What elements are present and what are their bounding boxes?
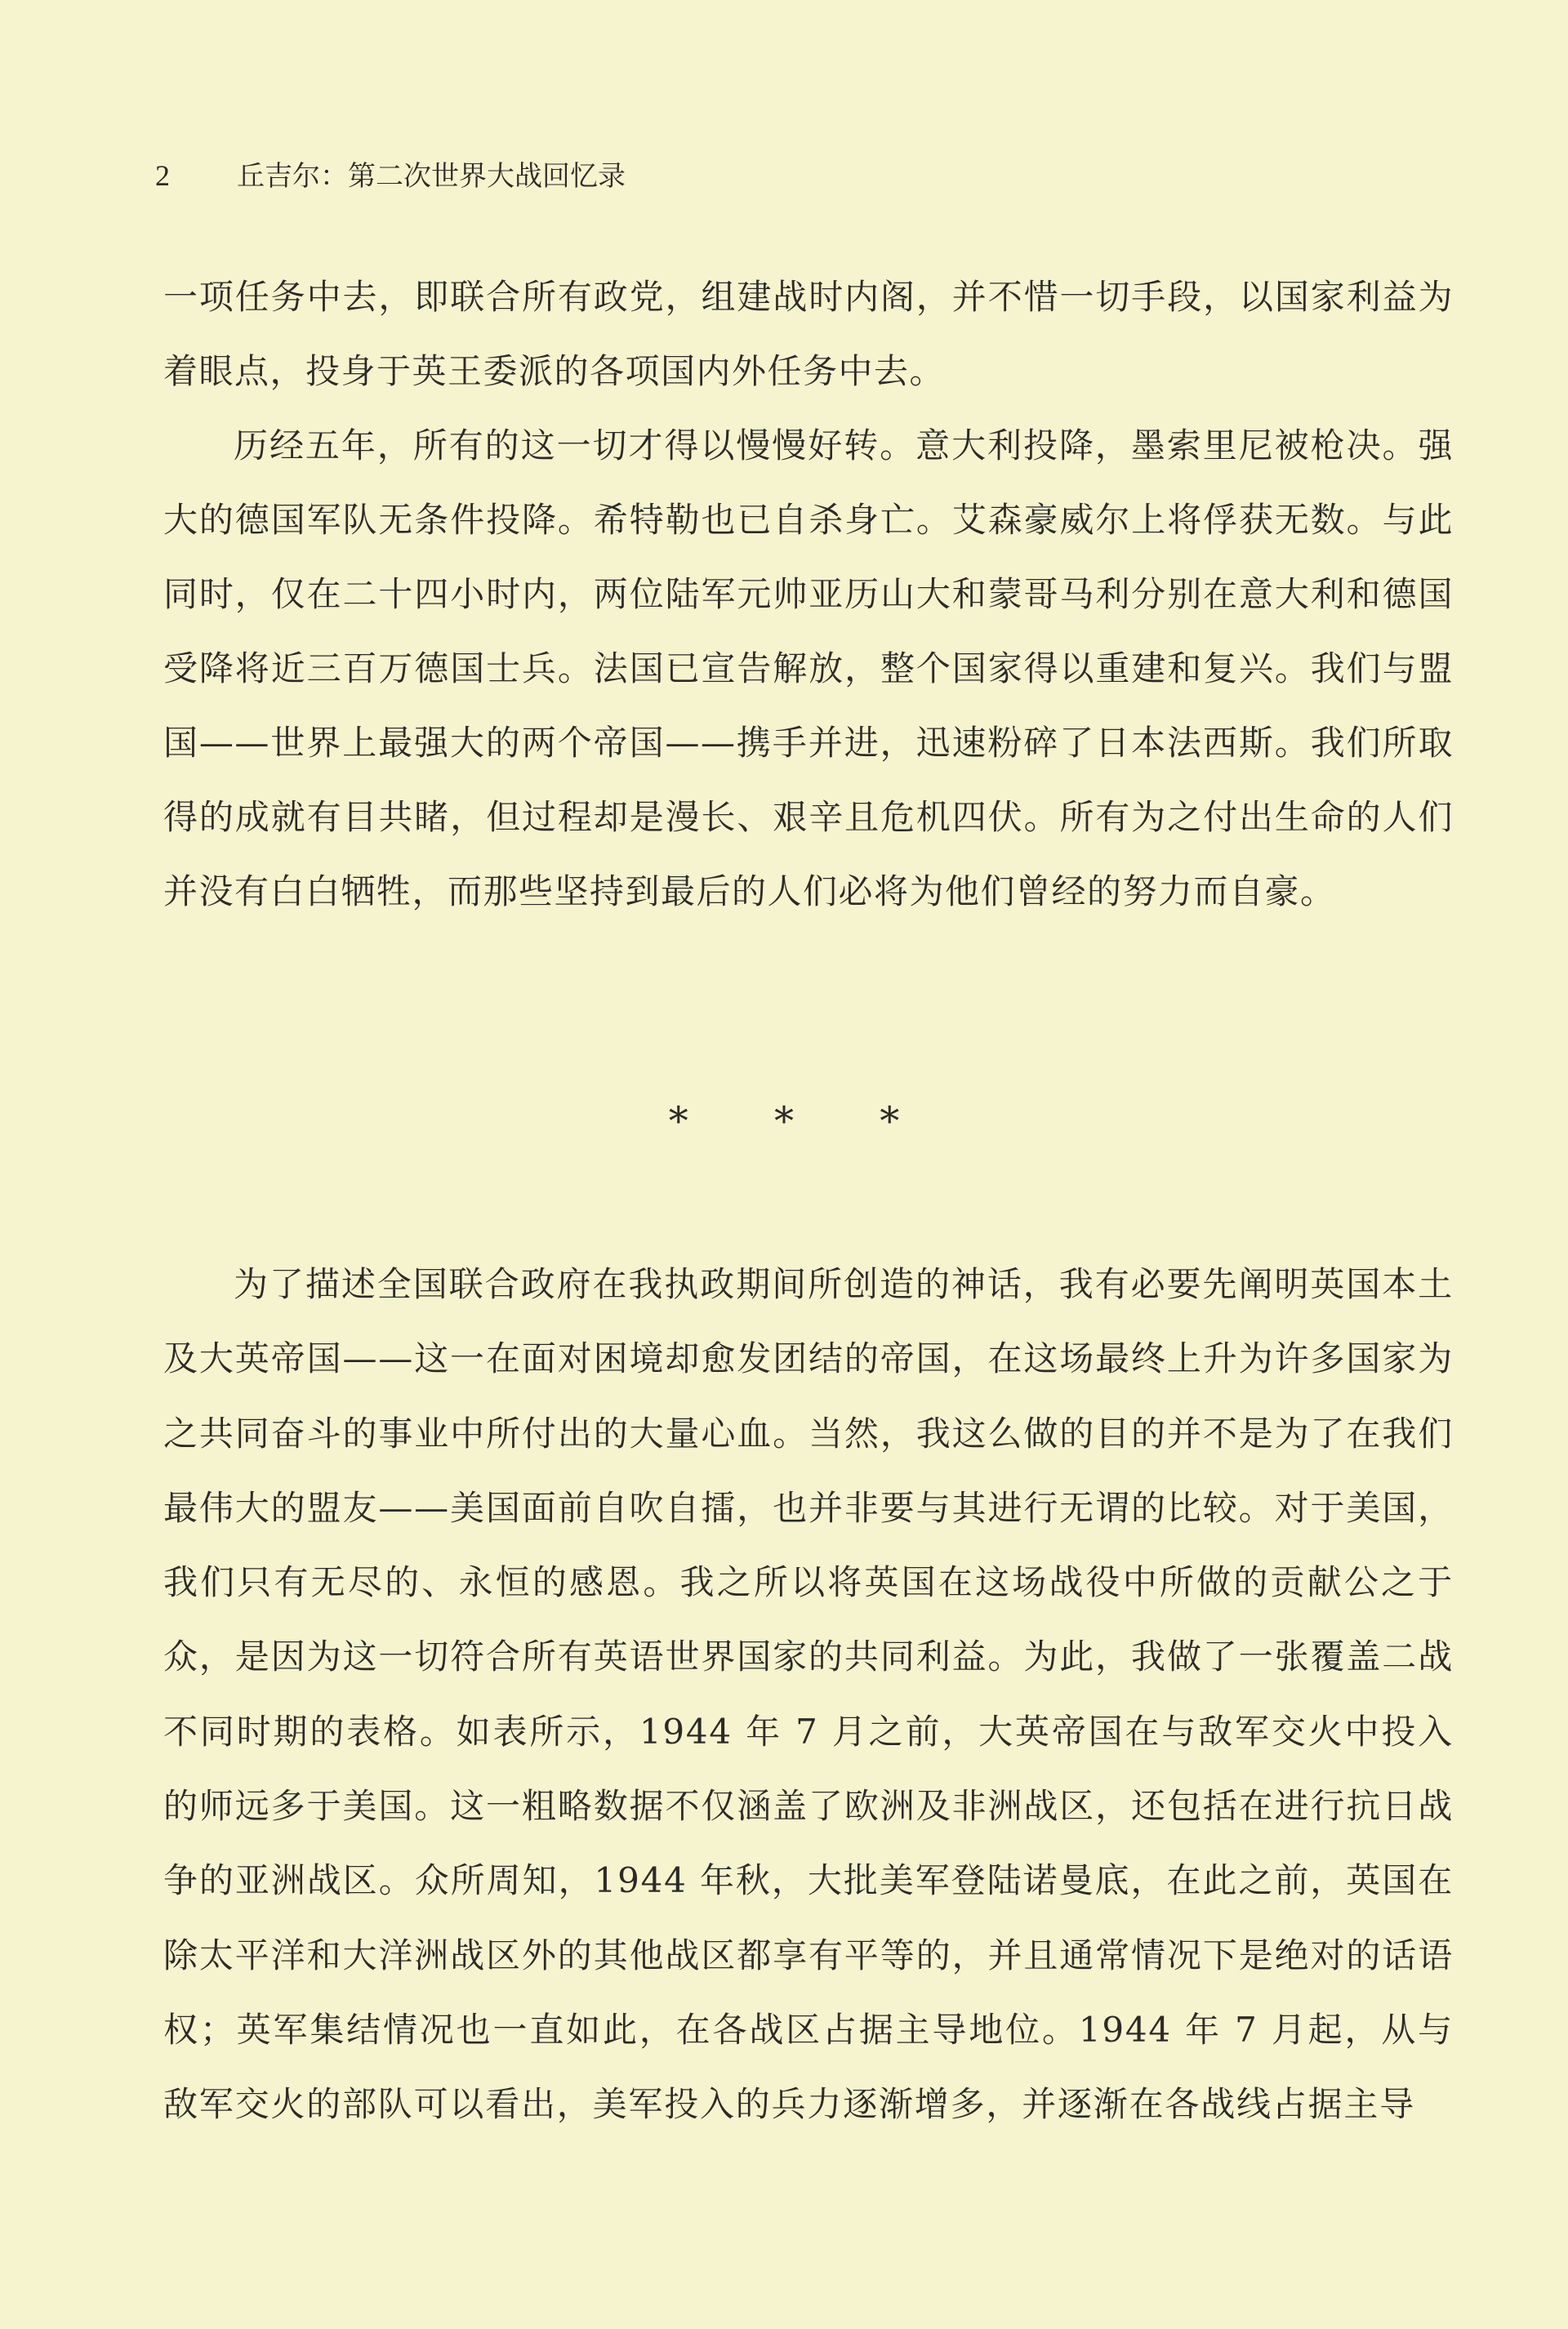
running-header bbox=[155, 151, 626, 200]
paragraph-continuation: 一项任务中去，即联合所有政党，组建战时内阁，并不惜一切手段，以国家利益为着眼点，投身于英王委派的各项国内外任务中去。 bbox=[163, 277, 1454, 391]
bottom-text-block bbox=[163, 1247, 1454, 2142]
section-separator: * * * bbox=[668, 1098, 900, 1144]
paragraph: 为了描述全国联合政府在我执政期间所创造的神话，我有必要先阐明英国本土及大英帝国——这一在面对困境却愈发团结的帝国，在这场最终上升为许多国家为之共同奋斗的事业中所付出的大量心血。当然，我这么做的目的并不是为了在我们最伟大的盟友——美国面前自吹自擂，也并非要与其进行无谓的比较。对于美国，我们只有无尽的、永恒的感恩。我之所以将英国在这场战役中所做的贡献公之于众，是因为这一切符合所有英语世界国家的共同利益。为此，我做了一张覆盖二战不同时期的表格。如表所示，1944 年 7 月之前，大英帝国在与敌军交火中投入的师远多于美国。这一粗略数据不仅涵盖了欧洲及非洲战区，还包括在进行抗日战争的亚洲战区。众所周知，1944 年秋，大批美军登陆诺曼底，在此之前，英国在除太平洋和大洋洲战区外的其他战区都享有平等的，并且通常情况下是绝对的话语权；英军集结情况也一直如此，在各战区占据主导地位。1944 年 7 月起，从与敌军交火的部队可以看出，美军投入的兵力逐渐增多，并逐渐在各战线占据主导 bbox=[163, 1264, 1454, 2125]
top-text-block bbox=[163, 260, 1454, 928]
book-title: 丘吉尔：第二次世界大战回忆录 bbox=[237, 160, 626, 193]
page-number: 2 bbox=[155, 159, 170, 192]
paragraph: 历经五年，所有的这一切才得以慢慢好转。意大利投降，墨索里尼被枪决。强大的德国军队无条件投降。希特勒也已自杀身亡。艾森豪威尔上将俘获无数。与此同时，仅在二十四小时内，两位陆军元帅亚历山大和蒙哥马利分别在意大利和德国受降将近三百万德国士兵。法国已宣告解放，整个国家得以重建和复兴。我们与盟国——世界上最强大的两个帝国——携手并进，迅速粉碎了日本法西斯。我们所取得的成就有目共睹，但过程却是漫长、艰辛且危机四伏。所有为之付出生命的人们并没有白白牺牲，而那些坚持到最后的人们必将为他们曾经的努力而自豪。 bbox=[163, 425, 1454, 911]
